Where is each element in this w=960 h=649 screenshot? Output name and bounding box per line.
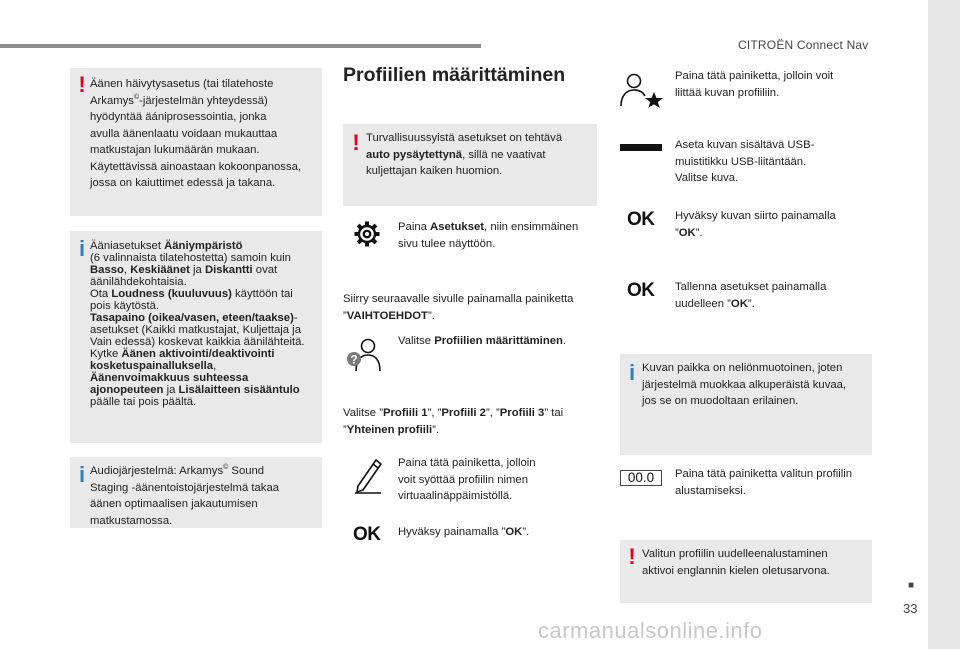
page-header: CITROËN Connect Nav — [738, 38, 869, 52]
page-number: 33 — [903, 601, 918, 616]
info-icon: i — [78, 462, 86, 487]
step-save-settings: Tallenna asetukset painamalla uudelleen ”OK”. — [675, 281, 827, 310]
side-strip — [928, 0, 960, 649]
top-divider — [0, 44, 481, 48]
reset-counter-icon: 00.0 — [620, 470, 662, 486]
step-attach-image: Paina tätä painiketta, jolloin voit liittää kuvan profiiliin. — [675, 70, 834, 99]
step-select-profile: Valitse ”Profiili 1”, ”Profiili 2”, ”Profiili 3” tai ”Yhteinen profiili”. — [343, 407, 564, 436]
ok-button-icon: OK — [627, 280, 655, 301]
step-confirm-image: Hyväksy kuvan siirto painamalla ”OK”. — [675, 210, 836, 239]
warning-icon: ! — [628, 544, 636, 569]
step-select-profiles-setup: Valitse Profiilien määrittäminen. — [398, 335, 567, 347]
info-icon: i — [628, 360, 636, 385]
info-text-arkamys: Audiojärjestelmä: Arkamys© Sound Staging -äänentoistojärjestelmä takaa äänen optimaalisen jakautumisen matkustamossa. — [90, 464, 280, 527]
warning-text-safety: Turvallisuussyistä asetukset on tehtävä auto pysäytettynä, sillä ne vaativat kuljettajan kaiken huomion. — [366, 132, 563, 177]
ok-button-icon: OK — [353, 524, 381, 545]
profile-star-icon — [618, 72, 664, 108]
warning-text-sound-fade: Äänen häivytysasetus (tai tilatehoste Arkamys©-järjestelmän yhteydessä) hyödyntää äániprosessointia, jonka avulla äänenlaatu voidaan mukauttaa matkustajan lukumäärän mukaan. Käytettävissä ainoastaan kokoonpanossa, jossa on kaiuttimet edessä ja takana. — [90, 78, 302, 189]
step-settings: Paina Asetukset, niin ensimmäinen sivu tulee näyttöön. — [398, 221, 579, 250]
info-icon: i — [78, 236, 86, 261]
step-options: Siirry seuraavalle sivulle painamalla painiketta ”VAIHTOEHDOT”. — [343, 293, 574, 322]
profile-question-icon — [344, 336, 384, 372]
usb-bar-icon — [620, 144, 662, 152]
warning-icon: ! — [78, 72, 86, 97]
warning-text-reset: Valitun profiilin uudelleenalustaminen aktivoi englannin kielen oletusarvona. — [642, 548, 830, 577]
warning-icon: ! — [352, 130, 360, 155]
ok-button-icon: OK — [627, 209, 655, 230]
gear-icon — [354, 221, 380, 247]
section-title: Profiilien määrittäminen — [343, 64, 566, 86]
page-marker: ■ — [908, 580, 915, 591]
step-confirm: Hyväksy painamalla ”OK”. — [398, 526, 530, 538]
step-edit-name: Paina tätä painiketta, jolloin voit syöttää profiilin nimen virtuaalinäppäimistöllä. — [398, 457, 536, 502]
step-reset-profile: Paina tätä painiketta valitun profiilin alustamiseksi. — [675, 468, 853, 497]
step-insert-usb: Aseta kuvan sisältävä USB- muistitikku USB-liitäntään. Valitse kuva. — [675, 139, 815, 184]
info-text-image-shape: Kuvan paikka on neliönmuotoinen, joten järjestelmä muokkaa alkuperäistä kuvaa, jos se on muodoltaan erilainen. — [642, 362, 847, 407]
info-text-audio-settings: Ääniasetukset Ääniympäristö (6 valinnaista tilatehostetta) samoin kuin Basso, Keskiäänet ja Diskantti ovat äänilähdekohtaisia. Ota Loudness (kuuluvuus) käyttöön tai pois käytöstä. Tasapaino (oikea/vasen, eteen/taakse)- asetukset (Kaikki matkustajat, Kuljettaja ja Vain edessä) koskevat kaikkia äänilähteitä. Kytke Äänen aktivointi/deaktivointi kosketuspainalluksella, Äänenvoimakkuus suhteessa ajonopeuteen ja Lisälaitteen sisääntulo päälle tai pois päältä. — [90, 240, 305, 408]
pencil-icon — [352, 456, 384, 494]
watermark: carmanualsonline.info — [538, 618, 763, 643]
svg-text:?: ? — [350, 352, 358, 367]
